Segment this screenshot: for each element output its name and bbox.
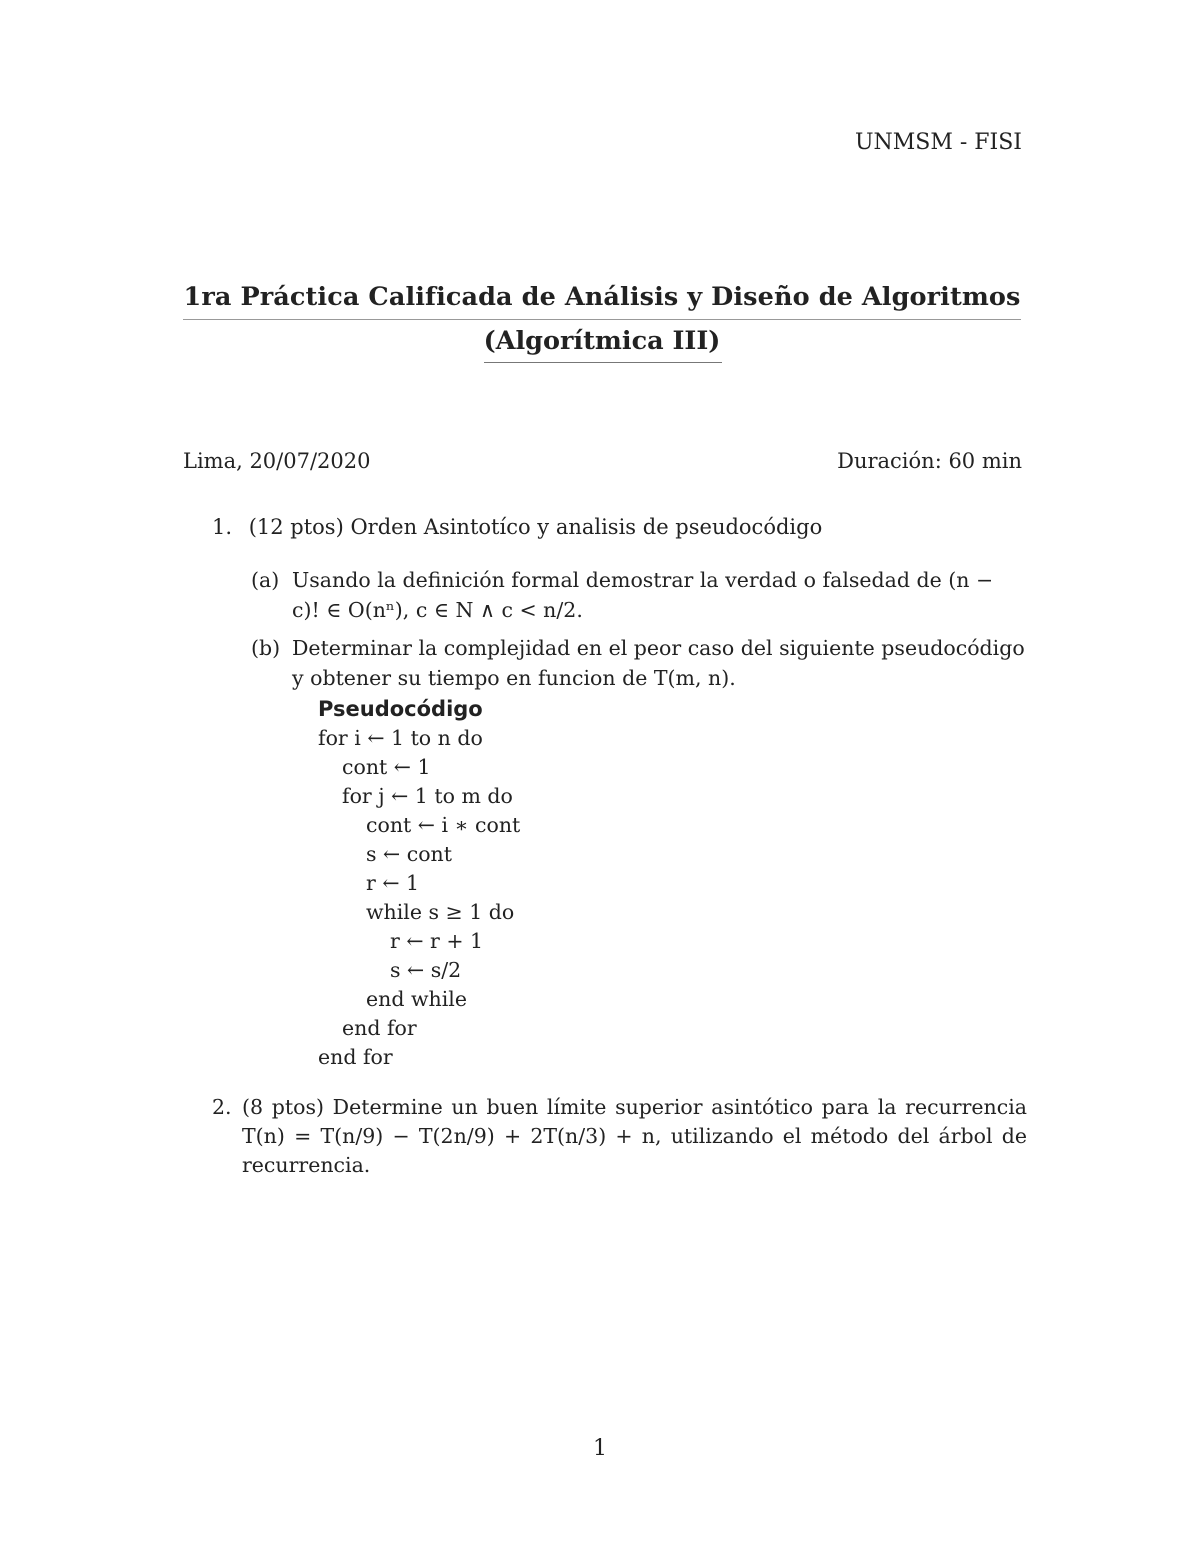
part-label: (a) (251, 568, 280, 592)
code-line: r ← r + 1 (390, 929, 484, 953)
code-line: end while (366, 987, 467, 1011)
subtitle-rule (484, 362, 722, 363)
code-line: cont ← i ∗ cont (366, 813, 521, 837)
question-1a (251, 565, 1026, 625)
code-line: while s ≥ 1 do (366, 900, 515, 924)
part-label: (b) (251, 636, 281, 660)
code-line: end for (342, 1016, 417, 1040)
exam-duration: Duración: 60 min (837, 449, 1022, 473)
code-line: end for (318, 1045, 393, 1069)
code-line: r ← 1 (366, 871, 420, 895)
page-number: 1 (593, 1436, 607, 1461)
question-1-text: (12 ptos) Orden Asintotíco y analisis de pseudocódigo (248, 515, 823, 539)
part-text: Determinar la complejidad en el peor caso del siguiente pseudocódigo y obtener su tiempo en funcion de T(m, n). (292, 636, 1025, 690)
code-line: for i ← 1 to n do (318, 726, 483, 750)
part-text: Usando la definición formal demostrar la verdad o falsedad de (n − c)! ∈ O(nⁿ), c ∈ N ∧ c < n/2. (292, 568, 994, 622)
code-line: s ← s/2 (390, 958, 462, 982)
page-title: 1ra Práctica Calificada de Análisis y Diseño de Algoritmos (183, 282, 1021, 312)
question-1b (251, 633, 1026, 693)
question-2-text: (8 ptos) Determine un buen límite superior asintótico para la recurrencia T(n) = T(n/9) − T(2n/9) + 2T(n/3) + n, utilizando el método del árbol de recurrencia. (242, 1095, 1027, 1177)
question-1-number: 1. (212, 515, 233, 539)
code-line: for j ← 1 to m do (342, 784, 513, 808)
institution-header: UNMSM - FISI (854, 130, 1022, 155)
title-rule (183, 319, 1021, 320)
question-2 (212, 1093, 1027, 1180)
place-date: Lima, 20/07/2020 (183, 449, 371, 473)
question-1 (212, 515, 822, 539)
code-line: s ← cont (366, 842, 452, 866)
code-line: cont ← 1 (342, 755, 431, 779)
pseudocode-title: Pseudocódigo (318, 697, 483, 721)
page-subtitle: (Algorítmica III) (483, 326, 721, 356)
question-2-number: 2. (212, 1095, 232, 1119)
